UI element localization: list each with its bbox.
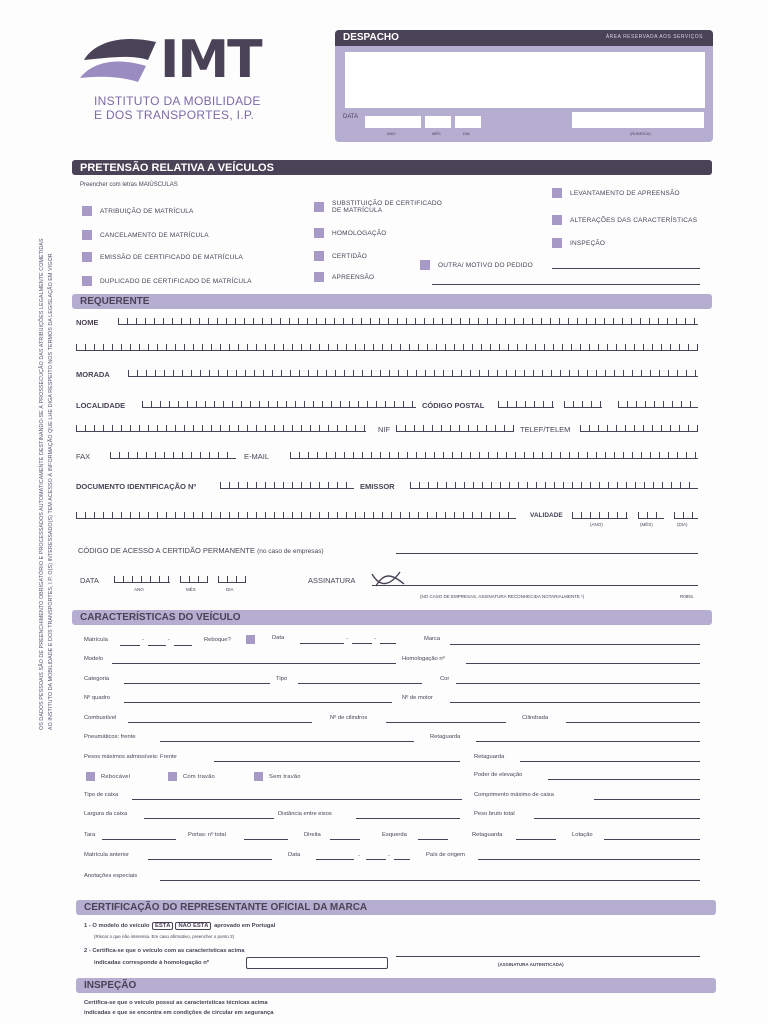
section-caracteristicas-header: CARACTERÍSTICAS DO VEÍCULO [72, 610, 712, 625]
form-page: IMT INSTITUTO DA MOBILIDADE E DOS TRANSPORTES, I.P. DESPACHO ÁREA RESERVADA AOS SERVIÇOS DATA ANO MÊS DIA (RUBRICA) OS DADOS PESSOAIS SÃO DE PREENCHIMENTO OBRIGATÓRIO E PROCESSADOS AUTOMATICAMENTE DESTINANDO-SE À PROSSECUÇÃO DAS ATRIBUIÇÕES LEGALMENTE COMETIDAS AO INSTITUTO DA MOBILIDADE E DOS TRANSPORTES, I.P. O(S) INTERESSADO(S) TEM ACESSO À INFORMAÇÃO QUE LHE DIGA RESPEITO NOS TERMOS DA LEGISLAÇÃO EM VIGOR PRETENSÃO RELATIVA A VEÍCULOS Preencher com letras MAIÚSCULAS ATRIBUIÇÃO DE MATRÍCULA CANCELAMENTO DE MATRÍCULA EMISSÃO DE CERTIFICADO DE MATRÍCULA DUPLICADO DE CERTIFICADO DE MATRÍCULA SUBSTITUIÇÃO DE CERTIFICADO DE MATRÍCULA HOMOLOGAÇÃO CERTIDÃO APREENSÃO LEVANTAMENTO DE APREENSÃO ALTERAÇÕES DAS CARACTERÍSTICAS INSPEÇÃO OUTRA/ MOTIVO DO PEDIDO REQUERENTE NOME MORADA LOCALIDADE CÓDIGO POSTAL NIF TELEF/TELEM FAX E-MAIL DOCUMENTO IDENTIFICAÇÃO Nº EMISSOR VALIDADE (ANO) (MÊS) (DIA) CÓDIGO DE ACESSO A CERTIDÃO PERMANENTE (no caso de empresas) DATA ANO MÊS DIA ASSINATURA (NO CASO DE EMPRESAS, ASSINATURA RECONHECIDA NOTARIALMENTE ¹) R0891 CARACTERÍSTICAS DO VEÍCULO Matrícula - - Reboque? Data - - Marca Modelo Homologação nº Categoria Tipo Cor Nº quadro Nº de motor Combustível Nº de cilindros Cilindrada Pneumáticos: frente Retaguarda Pesos máximos admissíveis: Frente Retaguarda Rebocável Com travão Sem travão Poder de elevação Tipo de caixa Comprimento máximo de caixa Largura da caixa Distância entre eixos Peso bruto total Tara Portas: nº total Direita Esquerda Retaguarda Lotação Matrícula anterior Data - - País de origem Anotações especiais CERTIFICAÇÃO DO REPRESENTANTE OFICIAL DA MARCA 1 - O modelo do veículo ESTÁ NÃO ESTÁ aprovado em Portugal (Riscar o que não interessa. Em caso afirmativo, preencher o ponto 2) 2 - Certifica-se que o veículo com as características acima indicadas corresponde à homologação nº (ASSINATURA AUTENTICADA) INSPEÇÃO Certifica-se que o veículo possui as características técnicas acima indicadas e que se encontra em condições de circular em segurança [0, 0, 768, 1024]
nome-field[interactable] [118, 318, 698, 325]
reboque-checkbox[interactable] [246, 635, 255, 644]
codigo-postal-field-2[interactable] [564, 401, 602, 408]
label-nif: NIF [378, 425, 391, 434]
data-ano-field[interactable] [114, 576, 170, 583]
pais-origem-field[interactable] [478, 859, 700, 860]
checkbox[interactable] [82, 206, 92, 216]
portas-total-field[interactable] [244, 839, 288, 840]
option-homologacao[interactable]: HOMOLOGAÇÃO [314, 228, 387, 238]
telef-field[interactable] [580, 425, 698, 432]
despacho-text-area[interactable] [345, 52, 705, 108]
comprimento-field[interactable] [594, 799, 700, 800]
despacho-year-field[interactable] [365, 116, 421, 128]
largura-field[interactable] [144, 818, 274, 819]
codigo-acesso-field[interactable] [396, 553, 698, 554]
pneu-frente-field[interactable] [160, 741, 414, 742]
checkbox[interactable] [314, 228, 324, 238]
logo-wordmark: IMT [160, 30, 261, 90]
peso-bruto-field[interactable] [534, 818, 700, 819]
nif-field[interactable] [396, 425, 514, 432]
pesos-retaguarda-field[interactable] [520, 761, 700, 762]
option-levantamento[interactable]: LEVANTAMENTO DE APREENSÃO [552, 188, 680, 198]
codigo-postal-field-1[interactable] [498, 401, 554, 408]
tipo-field[interactable] [298, 683, 422, 684]
checkbox[interactable] [254, 772, 263, 781]
logo-institution-name: INSTITUTO DA MOBILIDADE E DOS TRANSPORTES, I.P. [94, 94, 261, 122]
option-inspecao[interactable]: INSPEÇÃO [552, 238, 605, 248]
matricula-field-1[interactable] [120, 645, 140, 646]
option-duplicado[interactable]: DUPLICADO DE CERTIFICADO DE MATRÍCULA [82, 276, 252, 286]
tipo-caixa-field[interactable] [132, 799, 462, 800]
label-assinatura: ASSINATURA [308, 576, 356, 585]
section-pretensao-header: PRETENSÃO RELATIVA A VEÍCULOS [72, 160, 712, 175]
option-outra[interactable]: OUTRA/ MOTIVO DO PEDIDO [420, 260, 533, 270]
checkbox[interactable] [552, 215, 562, 225]
checkbox[interactable] [314, 272, 324, 282]
uppercase-hint: Preencher com letras MAIÚSCULAS [80, 182, 178, 188]
despacho-month-field[interactable] [425, 116, 451, 128]
data-caract-field-3[interactable] [380, 643, 396, 644]
cilindrada-field[interactable] [566, 722, 700, 723]
homologacao-certificacao-field[interactable] [246, 957, 388, 969]
categoria-field[interactable] [124, 683, 270, 684]
certificacao-note: (Riscar o que não interessa. Em caso afirmativo, preencher o ponto 2) [94, 934, 235, 939]
label-email: E-MAIL [244, 452, 270, 461]
label-nome: NOME [76, 318, 99, 327]
validade-ano-field[interactable] [572, 512, 628, 519]
data-mes-field[interactable] [180, 576, 208, 583]
label-localidade: LOCALIDADE [76, 401, 126, 410]
cor-field[interactable] [456, 683, 700, 684]
validade-dia-field[interactable] [674, 512, 698, 519]
matricula-field-3[interactable] [174, 645, 192, 646]
modelo-field[interactable] [112, 663, 396, 664]
motor-field[interactable] [450, 702, 700, 703]
label-codigo-acesso: CÓDIGO DE ACESSO A CERTIDÃO PERMANENTE (no caso de empresas) [78, 546, 324, 555]
matricula-anterior-field[interactable] [148, 859, 272, 860]
checkbox[interactable] [168, 772, 177, 781]
option-com-travao[interactable]: Com travão [168, 772, 215, 781]
poder-elevacao-field[interactable] [548, 779, 700, 780]
data-anterior-field-2[interactable] [366, 859, 386, 860]
checkbox[interactable] [552, 238, 562, 248]
despacho-box: DESPACHO ÁREA RESERVADA AOS SERVIÇOS DATA ANO MÊS DIA (RUBRICA) [335, 30, 713, 142]
portas-direita-field[interactable] [330, 839, 360, 840]
codigo-postal-field-3[interactable] [618, 401, 698, 408]
assinatura-autenticada-line[interactable] [396, 956, 700, 957]
checkbox[interactable] [82, 276, 92, 286]
data-caract-field-2[interactable] [352, 643, 372, 644]
pneu-retaguarda-field[interactable] [476, 741, 700, 742]
checkbox[interactable] [82, 230, 92, 240]
combustivel-field[interactable] [128, 722, 312, 723]
cilindros-field[interactable] [386, 722, 506, 723]
signature-mark-icon [370, 570, 406, 590]
certificacao-item-1: 1 - O modelo do veículo ESTÁ NÃO ESTÁ aprovado em Portugal [84, 923, 276, 929]
esta-option[interactable]: ESTÁ [152, 922, 173, 930]
side-legal-note: OS DADOS PESSOAIS SÃO DE PREENCHIMENTO OBRIGATÓRIO E PROCESSADOS AUTOMATICAMENTE DESTINANDO-SE À PROSSECUÇÃO DAS ATRIBUIÇÕES LEGALMENTE COMETIDAS AO INSTITUTO DA MOBILIDADE E DOS TRANSPORTES, I.P. O(S) INTERESSADO(S) TEM ACESSO À INFORMAÇÃO QUE LHE DIGA RESPEITO NOS TERMOS DA LEGISLAÇÃO EM VIGOR [39, 238, 54, 730]
documento-field-line-2[interactable] [76, 512, 516, 519]
label-documento: DOCUMENTO IDENTIFICAÇÃO Nº [76, 482, 197, 491]
anotacoes-field[interactable] [160, 880, 700, 881]
documento-field[interactable] [220, 482, 354, 489]
data-anterior-field-1[interactable] [316, 859, 354, 860]
label-validade: VALIDADE [530, 512, 563, 519]
label-emissor: EMISSOR [360, 482, 395, 491]
checkbox[interactable] [82, 252, 92, 262]
marca-field[interactable] [450, 644, 700, 645]
email-field[interactable] [290, 452, 698, 459]
option-alteracoes[interactable]: ALTERAÇÕES DAS CARACTERÍSTICAS [552, 215, 697, 225]
checkbox[interactable] [552, 188, 562, 198]
pesos-frente-field[interactable] [214, 761, 460, 762]
option-sem-travao[interactable]: Sem travão [254, 772, 301, 781]
nao-esta-option[interactable]: NÃO ESTÁ [175, 922, 211, 930]
checkbox[interactable] [314, 202, 324, 212]
distancia-field[interactable] [356, 818, 460, 819]
section-requerente-header: REQUERENTE [72, 294, 712, 309]
outra-motivo-line[interactable] [552, 268, 700, 269]
checkbox[interactable] [314, 251, 324, 261]
nome-field-line-2[interactable] [76, 344, 698, 351]
checkbox[interactable] [86, 772, 95, 781]
option-atribuicao[interactable]: ATRIBUIÇÃO DE MATRÍCULA [82, 206, 194, 216]
label-fax: FAX [76, 452, 91, 461]
section-inspecao-header: INSPEÇÃO [76, 978, 716, 993]
outra-motivo-line-2[interactable] [432, 284, 700, 285]
validade-mes-field[interactable] [638, 512, 664, 519]
emissor-field[interactable] [410, 482, 698, 489]
homologacao-field[interactable] [466, 663, 700, 664]
option-rebocavel[interactable]: Rebocável [86, 772, 130, 781]
option-substituicao[interactable]: SUBSTITUIÇÃO DE CERTIFICADO DE MATRÍCULA [314, 200, 442, 214]
quadro-field[interactable] [124, 702, 392, 703]
data-caract-field-1[interactable] [300, 643, 344, 644]
morada-field[interactable] [128, 370, 698, 377]
label-data: DATA [80, 576, 99, 585]
localidade-field-line-2[interactable] [76, 425, 366, 432]
label-morada: MORADA [76, 370, 110, 379]
portas-esquerda-field[interactable] [418, 839, 448, 840]
assinatura-note: (NO CASO DE EMPRESAS, ASSINATURA RECONHECIDA NOTARIALMENTE ¹) [420, 594, 585, 599]
section-certificacao-header: CERTIFICAÇÃO DO REPRESENTANTE OFICIAL DA MARCA [76, 900, 716, 915]
label-telef: TELEF/TELEM [520, 425, 571, 434]
tara-field[interactable] [102, 839, 176, 840]
despacho-header: DESPACHO ÁREA RESERVADA AOS SERVIÇOS [335, 30, 713, 46]
lotacao-field[interactable] [604, 839, 700, 840]
assinatura-field[interactable] [372, 585, 698, 586]
label-codigo-postal: CÓDIGO POSTAL [422, 401, 485, 410]
checkbox[interactable] [420, 260, 430, 270]
despacho-day-field[interactable] [455, 116, 481, 128]
data-anterior-field-3[interactable] [394, 859, 410, 860]
option-certidao[interactable]: CERTIDÃO [314, 251, 367, 261]
option-cancelamento[interactable]: CANCELAMENTO DE MATRÍCULA [82, 230, 209, 240]
despacho-rubrica-field[interactable] [572, 112, 704, 128]
matricula-field-2[interactable] [148, 645, 166, 646]
localidade-field[interactable] [142, 401, 416, 408]
option-emissao[interactable]: EMISSÃO DE CERTIFICADO DE MATRÍCULA [82, 252, 243, 262]
fax-field[interactable] [110, 452, 236, 459]
option-apreensao[interactable]: APREENSÃO [314, 272, 374, 282]
data-dia-field[interactable] [218, 576, 246, 583]
portas-retaguarda-field[interactable] [516, 839, 556, 840]
form-reference: R0891 [680, 594, 694, 599]
